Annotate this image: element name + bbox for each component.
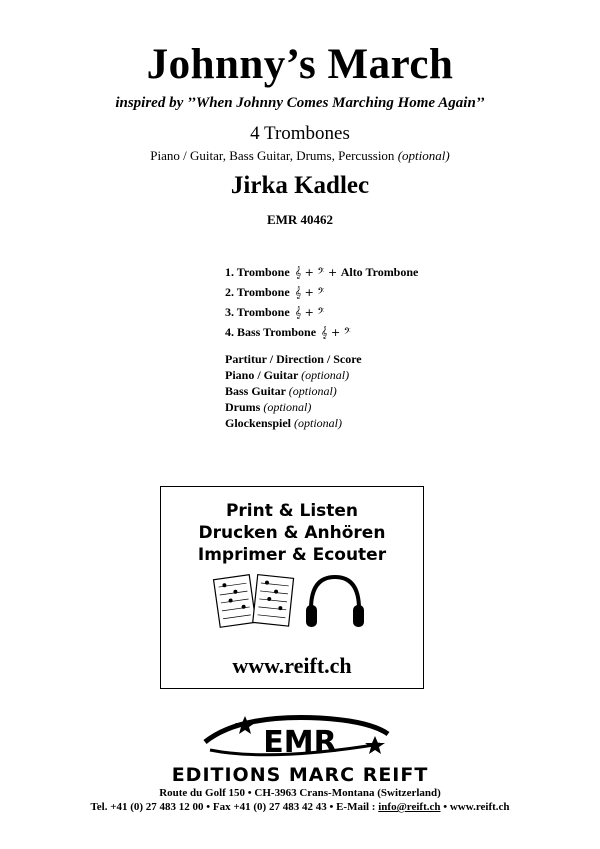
publisher-contact [0, 801, 600, 813]
print-listen-graphic [209, 567, 379, 637]
emr-logo [150, 712, 450, 764]
clef-icon: 𝄞 + 𝄢 [294, 286, 325, 299]
clef-icon: 𝄞 + 𝄢 + [294, 266, 341, 279]
extra-label: Drums [225, 400, 261, 414]
extras-list [225, 351, 362, 431]
part-label: 3. Trombone [225, 305, 290, 319]
extra-label: Partitur / Direction / Score [225, 352, 362, 366]
promo-line: Imprimer & Ecouter [197, 545, 387, 565]
part-item [225, 262, 418, 282]
promo-line: Print & Listen [225, 501, 359, 521]
catalog-number: EMR 40462 [266, 212, 334, 227]
website-link[interactable]: www.reift.ch [232, 653, 352, 678]
parts-list [225, 262, 418, 342]
part-item [225, 322, 418, 342]
page-title: Johnny’s March [146, 41, 454, 88]
extra-item [225, 399, 362, 415]
emr-logo-text: EMR [263, 725, 337, 760]
promo-line: Drucken & Anhören [198, 523, 386, 543]
subtitle: inspired by ’’When Johnny Comes Marching Home Again’’ [115, 95, 485, 111]
contact-prefix: Tel. +41 (0) 27 483 12 00 • Fax +41 (0) 27 483 42 43 • E-Mail : [90, 801, 379, 813]
sheet-music-icon [214, 575, 294, 628]
extra-item [225, 351, 362, 367]
extra-item [225, 383, 362, 399]
extra-item [225, 367, 362, 383]
email-link[interactable]: info@reift.ch [378, 801, 441, 813]
extra-label: Piano / Guitar [225, 368, 299, 382]
clef-icon: 𝄞 + 𝄢 [294, 306, 325, 319]
part-alternative: Alto Trombone [340, 265, 419, 279]
part-label: 4. Bass Trombone [225, 325, 317, 339]
instrumentation: 4 Trombones [250, 123, 350, 144]
part-label: 1. Trombone [225, 265, 290, 279]
contact-suffix: • www.reift.ch [440, 801, 510, 813]
extra-item [225, 415, 362, 431]
clef-icon: 𝄞 + 𝄢 [321, 326, 351, 339]
part-item [225, 282, 418, 302]
part-item [225, 302, 418, 322]
extra-note: (optional) [288, 384, 337, 398]
publisher-address: Route du Golf 150 • CH-3963 Crans-Montana (Switzerland) [159, 787, 441, 799]
extra-note: (optional) [301, 368, 350, 382]
part-label: 2. Trombone [225, 285, 290, 299]
composer-name: Jirka Kadlec [230, 172, 370, 199]
accompaniment-optional: (optional) [397, 148, 450, 163]
extra-label: Bass Guitar [225, 384, 286, 398]
accompaniment-text: Piano / Guitar, Bass Guitar, Drums, Percussion [150, 148, 395, 163]
extra-label: Glockenspiel [225, 416, 292, 430]
print-listen-box [160, 486, 424, 689]
extra-note: (optional) [263, 400, 312, 414]
accompaniment [0, 148, 600, 164]
publisher-name: EDITIONS MARC REIFT [171, 764, 429, 786]
headphones-icon [306, 577, 364, 627]
extra-note: (optional) [294, 416, 343, 430]
